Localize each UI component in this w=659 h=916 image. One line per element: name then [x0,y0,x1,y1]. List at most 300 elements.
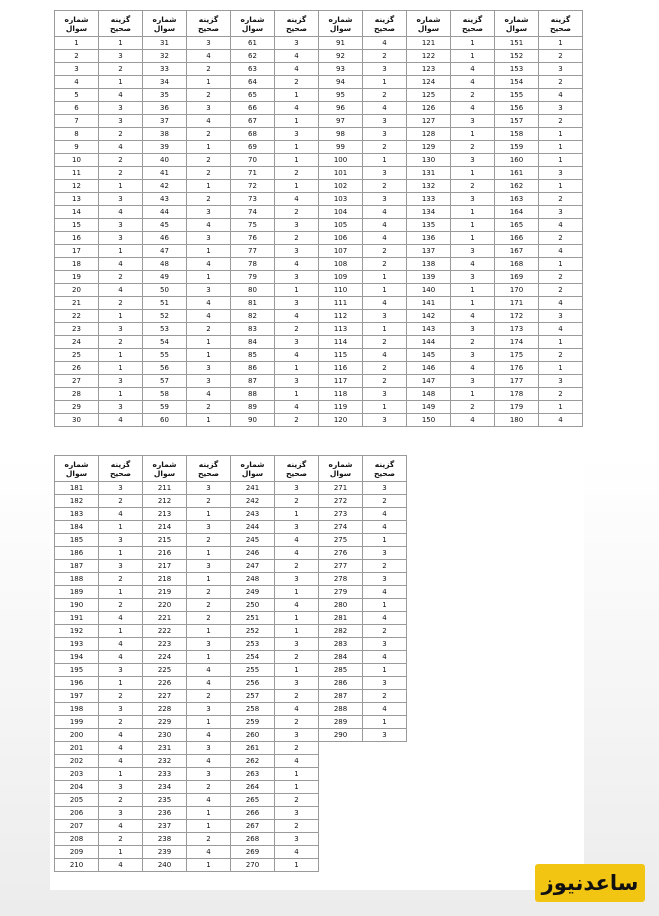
question-number-cell: 116 [319,362,363,375]
table-row [143,651,231,664]
table-row [231,495,319,508]
table-row [407,154,495,167]
correct-answer-cell: 1 [275,586,319,599]
correct-answer-cell: 1 [539,37,583,50]
table-row [407,362,495,375]
correct-answer-cell: 2 [363,89,407,102]
table-row [55,219,143,232]
correct-answer-cell: 4 [451,63,495,76]
correct-answer-cell: 1 [539,154,583,167]
correct-answer-cell: 1 [187,508,231,521]
table-row [319,232,407,245]
correct-answer-cell: 1 [451,297,495,310]
correct-answer-cell: 4 [451,258,495,271]
table-row [319,271,407,284]
correct-answer-cell: 3 [187,560,231,573]
correct-answer-cell: 2 [275,167,319,180]
table-row [495,349,583,362]
table-row [495,50,583,63]
correct-answer-cell: 1 [451,128,495,141]
correct-answer-cell: 2 [99,599,143,612]
correct-answer-cell: 2 [187,612,231,625]
question-number-cell: 182 [55,495,99,508]
table-row [407,349,495,362]
question-number-cell: 71 [231,167,275,180]
question-number-cell: 48 [143,258,187,271]
correct-answer-cell: 1 [275,388,319,401]
correct-answer-cell: 2 [539,388,583,401]
correct-answer-cell: 4 [99,638,143,651]
correct-answer-cell: 3 [99,50,143,63]
question-number-cell: 80 [231,284,275,297]
table-row [231,154,319,167]
question-number-cell: 25 [55,349,99,362]
correct-answer-cell: 4 [363,651,407,664]
question-number-cell: 175 [495,349,539,362]
table-row [319,76,407,89]
table-row [231,508,319,521]
table-row [495,206,583,219]
correct-answer-cell: 2 [99,716,143,729]
question-number-cell: 275 [319,534,363,547]
correct-answer-cell: 1 [275,115,319,128]
question-number-cell: 193 [55,638,99,651]
question-number-cell: 127 [407,115,451,128]
table-row [495,102,583,115]
table-row [55,599,143,612]
answer-table-8 [142,455,231,872]
table-row [55,729,143,742]
correct-answer-cell: 4 [99,89,143,102]
question-number-cell: 45 [143,219,187,232]
question-number-cell: 151 [495,37,539,50]
question-number-cell: 119 [319,401,363,414]
table-row [143,115,231,128]
table-row [55,401,143,414]
table-row [55,508,143,521]
table-row [319,729,407,742]
question-number-cell: 231 [143,742,187,755]
question-number-cell: 147 [407,375,451,388]
question-number-cell: 168 [495,258,539,271]
table-row [55,102,143,115]
table-row [319,349,407,362]
question-number-cell: 225 [143,664,187,677]
question-number-cell: 121 [407,37,451,50]
correct-answer-header: گزینه صحیح [99,11,143,37]
question-number-cell: 171 [495,297,539,310]
question-number-cell: 217 [143,560,187,573]
question-number-cell: 8 [55,128,99,141]
table-row [143,232,231,245]
question-number-cell: 53 [143,323,187,336]
answer-table-7 [54,455,143,872]
correct-answer-cell: 3 [539,375,583,388]
table-row [55,271,143,284]
correct-answer-cell: 4 [187,794,231,807]
question-number-cell: 42 [143,180,187,193]
question-number-cell: 284 [319,651,363,664]
table-row [407,193,495,206]
correct-answer-cell: 4 [187,258,231,271]
correct-answer-cell: 4 [275,310,319,323]
question-number-cell: 139 [407,271,451,284]
table-row [231,349,319,362]
question-number-cell: 203 [55,768,99,781]
table-row [55,167,143,180]
answer-table-10 [318,455,407,742]
correct-answer-cell: 4 [275,846,319,859]
correct-answer-cell: 3 [363,677,407,690]
correct-answer-cell: 4 [187,388,231,401]
question-number-cell: 52 [143,310,187,323]
correct-answer-cell: 4 [275,401,319,414]
correct-answer-cell: 2 [275,76,319,89]
question-number-cell: 250 [231,599,275,612]
correct-answer-cell: 2 [363,336,407,349]
table-row [495,258,583,271]
table-row [143,781,231,794]
question-number-cell: 268 [231,833,275,846]
table-row [495,115,583,128]
correct-answer-cell: 4 [275,258,319,271]
question-number-cell: 237 [143,820,187,833]
table-row [143,586,231,599]
correct-answer-cell: 2 [187,89,231,102]
correct-answer-cell: 2 [187,128,231,141]
question-number-cell: 265 [231,794,275,807]
table-row [495,336,583,349]
question-number-cell: 104 [319,206,363,219]
question-number-cell: 113 [319,323,363,336]
table-row [55,284,143,297]
table-row [319,677,407,690]
table-row [143,297,231,310]
question-number-cell: 174 [495,336,539,349]
correct-answer-cell: 4 [539,414,583,427]
correct-answer-cell: 1 [99,362,143,375]
question-number-cell: 144 [407,336,451,349]
table-row [407,141,495,154]
correct-answer-cell: 4 [187,310,231,323]
question-number-cell: 218 [143,573,187,586]
question-number-header: شماره سوال [407,11,451,37]
correct-answer-cell: 3 [187,638,231,651]
correct-answer-cell: 2 [99,297,143,310]
table-row [143,102,231,115]
question-number-cell: 75 [231,219,275,232]
correct-answer-cell: 4 [99,206,143,219]
correct-answer-cell: 2 [187,323,231,336]
question-number-cell: 238 [143,833,187,846]
correct-answer-cell: 1 [187,859,231,872]
question-number-cell: 262 [231,755,275,768]
question-number-cell: 271 [319,482,363,495]
question-number-cell: 61 [231,37,275,50]
table-row [319,362,407,375]
table-row [143,154,231,167]
table-row [319,586,407,599]
question-number-cell: 285 [319,664,363,677]
table-row [143,63,231,76]
question-number-cell: 152 [495,50,539,63]
correct-answer-cell: 2 [99,154,143,167]
correct-answer-cell: 2 [275,232,319,245]
question-number-cell: 36 [143,102,187,115]
correct-answer-cell: 3 [99,664,143,677]
question-number-cell: 281 [319,612,363,625]
correct-answer-cell: 3 [99,560,143,573]
question-number-cell: 10 [55,154,99,167]
correct-answer-cell: 3 [99,102,143,115]
table-row [55,362,143,375]
question-number-cell: 92 [319,50,363,63]
correct-answer-cell: 1 [187,651,231,664]
correct-answer-cell: 2 [99,794,143,807]
table-row [55,664,143,677]
question-number-cell: 248 [231,573,275,586]
question-number-cell: 7 [55,115,99,128]
question-number-cell: 129 [407,141,451,154]
table-row [231,573,319,586]
question-number-cell: 130 [407,154,451,167]
table-row [407,219,495,232]
question-number-cell: 26 [55,362,99,375]
correct-answer-cell: 4 [363,232,407,245]
table-row [231,362,319,375]
table-row [495,76,583,89]
correct-answer-cell: 3 [451,115,495,128]
table-row [319,508,407,521]
question-number-cell: 33 [143,63,187,76]
correct-answer-cell: 1 [99,76,143,89]
correct-answer-cell: 4 [363,219,407,232]
table-row [231,37,319,50]
question-number-cell: 21 [55,297,99,310]
correct-answer-cell: 3 [363,388,407,401]
correct-answer-cell: 4 [275,703,319,716]
table-row [407,206,495,219]
correct-answer-cell: 3 [451,245,495,258]
correct-answer-cell: 1 [275,89,319,102]
table-row [231,50,319,63]
question-number-cell: 220 [143,599,187,612]
correct-answer-cell: 1 [363,323,407,336]
table-row [407,115,495,128]
question-number-cell: 166 [495,232,539,245]
table-row [55,89,143,102]
table-row [407,245,495,258]
question-number-cell: 202 [55,755,99,768]
table-row [143,323,231,336]
question-number-cell: 288 [319,703,363,716]
question-number-cell: 132 [407,180,451,193]
question-number-cell: 257 [231,690,275,703]
question-number-cell: 234 [143,781,187,794]
table-row [495,401,583,414]
question-number-cell: 86 [231,362,275,375]
question-number-cell: 72 [231,180,275,193]
correct-answer-cell: 3 [363,310,407,323]
question-number-cell: 261 [231,742,275,755]
correct-answer-header: گزینه صحیح [451,11,495,37]
correct-answer-cell: 2 [275,690,319,703]
question-number-cell: 100 [319,154,363,167]
table-row [231,599,319,612]
correct-answer-cell: 4 [187,297,231,310]
question-number-cell: 90 [231,414,275,427]
correct-answer-cell: 2 [451,89,495,102]
question-number-cell: 270 [231,859,275,872]
table-row [407,414,495,427]
correct-answer-cell: 2 [187,599,231,612]
table-row [319,534,407,547]
table-row [495,245,583,258]
question-number-header: شماره سوال [319,11,363,37]
correct-answer-cell: 3 [187,375,231,388]
table-row [55,258,143,271]
correct-answer-cell: 2 [187,63,231,76]
correct-answer-cell: 1 [99,625,143,638]
table-row [319,37,407,50]
question-number-cell: 125 [407,89,451,102]
question-number-cell: 184 [55,521,99,534]
table-row [407,310,495,323]
table-row [231,206,319,219]
correct-answer-cell: 3 [187,742,231,755]
table-row [231,297,319,310]
question-number-cell: 29 [55,401,99,414]
correct-answer-cell: 2 [187,833,231,846]
correct-answer-cell: 3 [187,206,231,219]
question-number-cell: 123 [407,63,451,76]
correct-answer-cell: 1 [275,362,319,375]
correct-answer-cell: 1 [363,284,407,297]
correct-answer-cell: 2 [99,833,143,846]
correct-answer-cell: 1 [275,768,319,781]
question-number-cell: 170 [495,284,539,297]
table-row [55,560,143,573]
question-number-cell: 280 [319,599,363,612]
question-number-cell: 37 [143,115,187,128]
table-row [407,167,495,180]
question-number-cell: 243 [231,508,275,521]
question-number-cell: 165 [495,219,539,232]
correct-answer-cell: 1 [99,349,143,362]
table-row [319,638,407,651]
question-number-cell: 221 [143,612,187,625]
table-row [495,128,583,141]
question-number-cell: 172 [495,310,539,323]
correct-answer-cell: 2 [363,50,407,63]
question-number-cell: 159 [495,141,539,154]
question-number-cell: 259 [231,716,275,729]
correct-answer-cell: 2 [275,414,319,427]
question-number-cell: 289 [319,716,363,729]
question-number-cell: 16 [55,232,99,245]
table-row [55,388,143,401]
question-number-cell: 158 [495,128,539,141]
question-number-cell: 149 [407,401,451,414]
correct-answer-cell: 2 [363,375,407,388]
correct-answer-cell: 2 [275,206,319,219]
table-row [143,729,231,742]
table-row [55,310,143,323]
question-number-header: شماره سوال [319,456,363,482]
question-number-cell: 199 [55,716,99,729]
table-row [231,388,319,401]
correct-answer-cell: 4 [99,651,143,664]
question-number-cell: 108 [319,258,363,271]
table-row [319,89,407,102]
table-row [319,495,407,508]
correct-answer-cell: 3 [275,833,319,846]
correct-answer-cell: 2 [363,362,407,375]
correct-answer-cell: 3 [99,703,143,716]
correct-answer-cell: 4 [187,755,231,768]
correct-answer-cell: 3 [187,284,231,297]
correct-answer-cell: 4 [275,50,319,63]
table-row [231,547,319,560]
table-row [319,612,407,625]
correct-answer-cell: 4 [99,414,143,427]
table-row [231,102,319,115]
correct-answer-cell: 3 [275,482,319,495]
table-row [55,547,143,560]
table-row [143,128,231,141]
question-number-header: شماره سوال [143,456,187,482]
correct-answer-cell: 2 [187,401,231,414]
correct-answer-cell: 4 [363,586,407,599]
table-row [231,180,319,193]
correct-answer-cell: 2 [363,180,407,193]
question-number-cell: 240 [143,859,187,872]
table-row [55,180,143,193]
table-row [231,245,319,258]
question-number-cell: 200 [55,729,99,742]
correct-answer-header: گزینه صحیح [539,11,583,37]
correct-answer-cell: 4 [275,102,319,115]
answer-table-5 [406,10,495,427]
question-number-header: شماره سوال [55,11,99,37]
question-number-header: شماره سوال [143,11,187,37]
question-number-cell: 213 [143,508,187,521]
table-row [55,781,143,794]
question-number-header: شماره سوال [231,456,275,482]
table-row [319,63,407,76]
table-row [231,755,319,768]
question-number-cell: 44 [143,206,187,219]
table-row [231,414,319,427]
table-row [319,180,407,193]
table-row [143,258,231,271]
correct-answer-cell: 4 [99,612,143,625]
correct-answer-cell: 1 [539,336,583,349]
correct-answer-cell: 2 [539,76,583,89]
correct-answer-header: گزینه صحیح [363,456,407,482]
correct-answer-cell: 3 [99,482,143,495]
correct-answer-cell: 3 [99,375,143,388]
table-row [55,534,143,547]
correct-answer-cell: 2 [99,128,143,141]
correct-answer-cell: 2 [99,63,143,76]
table-row [143,180,231,193]
question-number-cell: 70 [231,154,275,167]
table-row [143,362,231,375]
table-row [143,284,231,297]
table-row [495,193,583,206]
question-number-cell: 77 [231,245,275,258]
